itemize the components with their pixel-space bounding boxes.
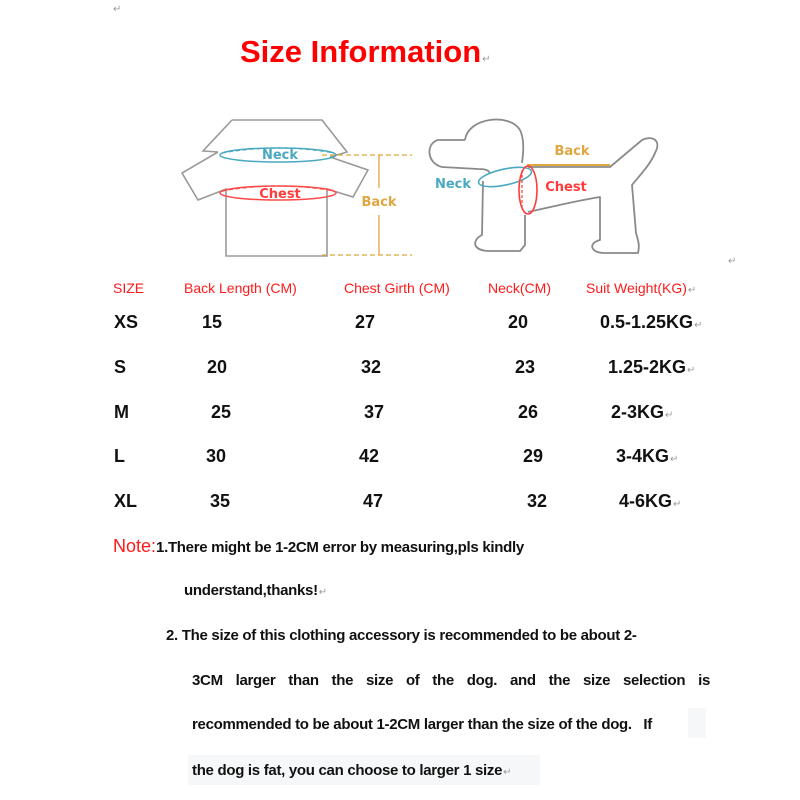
header-chest-girth: Chest Girth (CM) — [344, 280, 450, 296]
cell-neck: 32 — [527, 491, 548, 511]
cell-size: S — [114, 357, 127, 377]
cell-chest-girth: 47 — [363, 491, 384, 511]
cell-back-length: 20 — [207, 357, 228, 377]
header-suit-weight: Suit Weight(KG)↵ — [586, 280, 697, 296]
cell-neck: 20 — [508, 312, 529, 332]
header-size: SIZE — [113, 280, 145, 296]
cell-suit-weight: 1.25-2KG↵ — [608, 357, 696, 377]
note-2-line-3: recommended to be about 1-2CM larger than the size of the dog. If — [192, 716, 652, 733]
cell-chest-girth: 42 — [359, 446, 380, 466]
cell-suit-weight: 4-6KG↵ — [619, 491, 682, 511]
dog-outline-icon — [410, 105, 740, 265]
cell-size: XL — [114, 491, 138, 511]
cell-chest-girth: 27 — [355, 312, 376, 332]
paragraph-mark: ↵ — [728, 256, 737, 267]
cell-suit-weight: 0.5-1.25KG↵ — [600, 312, 703, 332]
note-1-line-1: Note:1.There might be 1-2CM error by measuring,pls kindly — [113, 536, 524, 556]
cell-neck: 23 — [515, 357, 536, 377]
note-1-line-2: understand,thanks!↵ — [184, 582, 327, 599]
cell-neck: 29 — [523, 446, 544, 466]
paragraph-mark: ↵ — [482, 54, 491, 65]
svg-text:Back: Back — [361, 195, 397, 210]
cell-back-length: 25 — [211, 402, 232, 422]
text-highlight — [688, 708, 706, 738]
svg-text:Back: Back — [554, 144, 590, 159]
svg-text:Neck: Neck — [261, 148, 299, 163]
svg-text:Chest: Chest — [545, 180, 587, 195]
svg-text:Chest: Chest — [259, 187, 301, 202]
cell-size: M — [114, 402, 129, 422]
cell-chest-girth: 37 — [364, 402, 385, 422]
note-2-line-1: 2. The size of this clothing accessory is recommended to be about 2- — [166, 627, 637, 644]
cell-neck: 26 — [518, 402, 539, 422]
page-title: Size Information — [240, 34, 482, 69]
shirt-measurement-diagram — [170, 105, 420, 265]
shirt-outline-icon — [170, 105, 420, 265]
cell-size: L — [114, 446, 125, 466]
svg-text:Neck: Neck — [434, 177, 472, 192]
cell-suit-weight: 3-4KG↵ — [616, 446, 679, 466]
cell-size: XS — [114, 312, 139, 332]
header-neck: Neck(CM) — [488, 280, 551, 296]
cell-chest-girth: 32 — [361, 357, 382, 377]
note-2-line-4: the dog is fat, you can choose to larger 1 size↵ — [192, 762, 512, 779]
cell-back-length: 30 — [206, 446, 227, 466]
note-2-line-2: 3CM larger than the size of the dog. and the size selection is — [192, 672, 710, 689]
cell-back-length: 15 — [202, 312, 223, 332]
cell-suit-weight: 2-3KG↵ — [611, 402, 674, 422]
dog-measurement-diagram — [410, 105, 740, 265]
header-back-length: Back Length (CM) — [184, 280, 297, 296]
note-label: Note: — [113, 536, 157, 556]
cell-back-length: 35 — [210, 491, 231, 511]
paragraph-mark: ↵ — [113, 4, 122, 15]
